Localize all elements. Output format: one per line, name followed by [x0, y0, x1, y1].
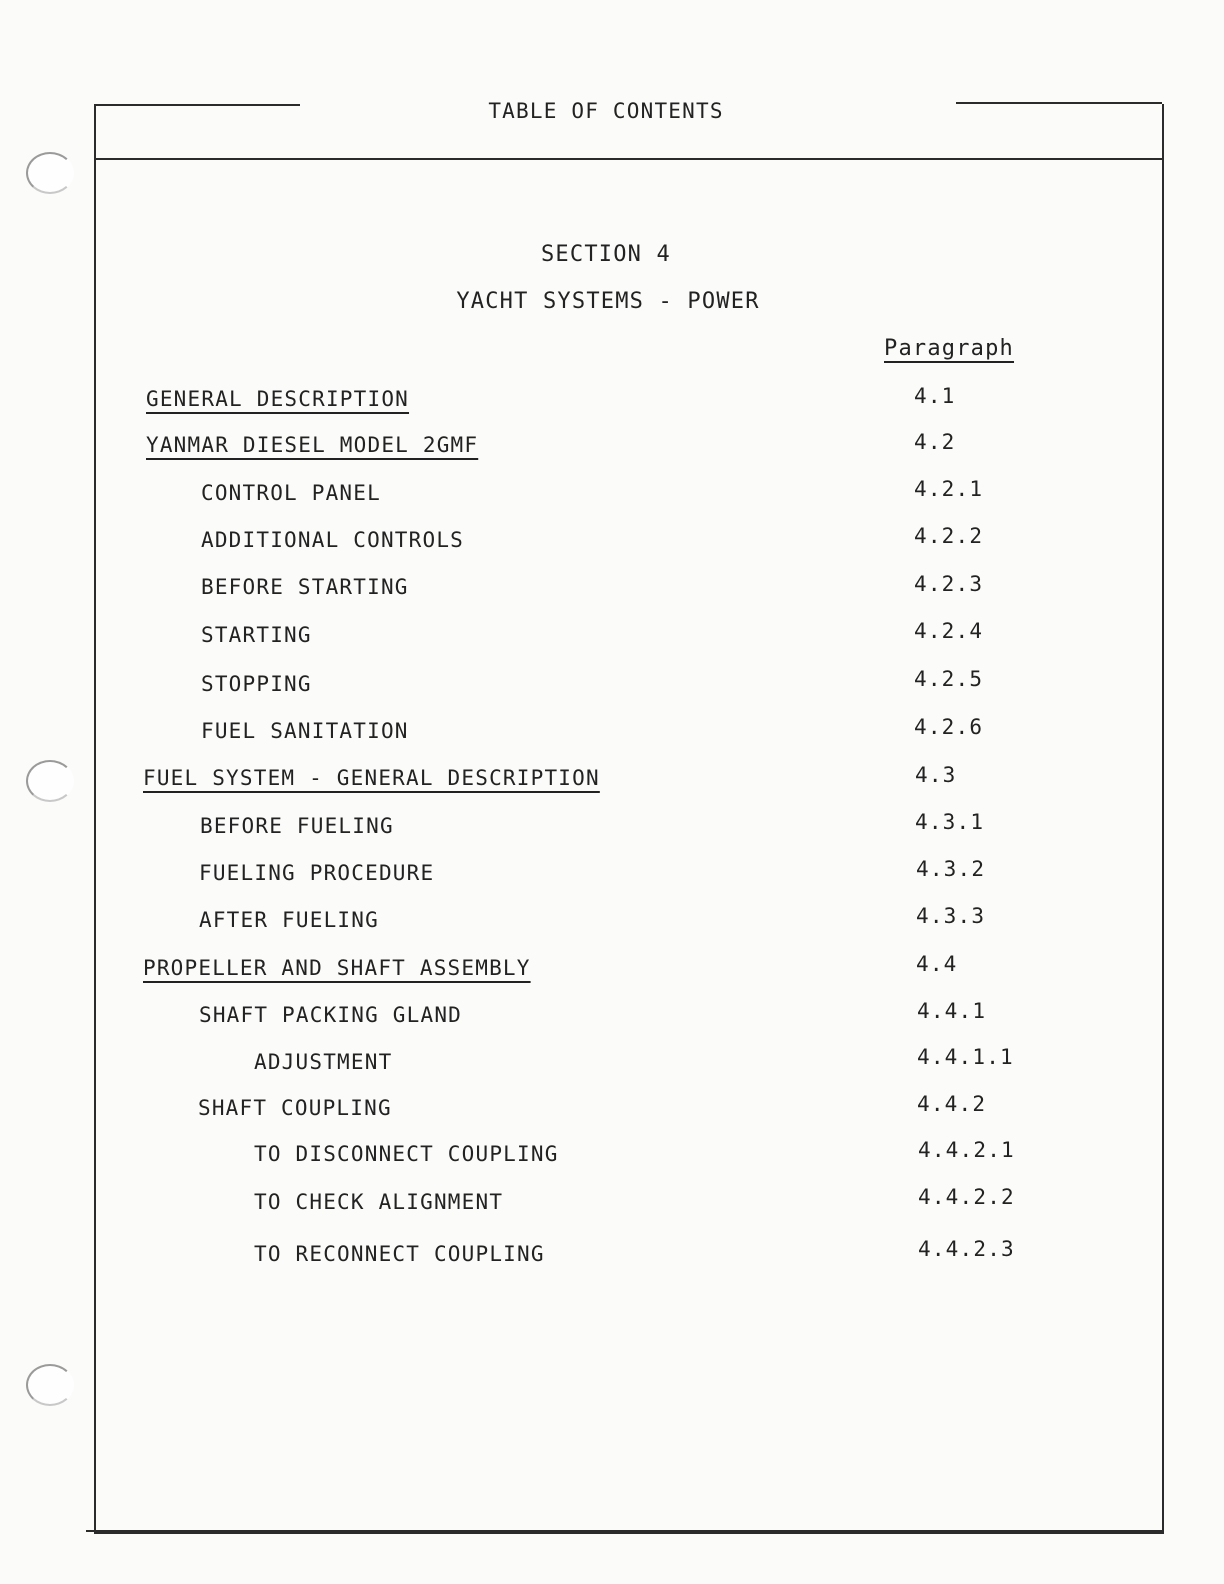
toc-entry-label: FUEL SANITATION [201, 719, 409, 743]
toc-entry-paragraph: 4.3.1 [915, 810, 985, 834]
toc-entry-paragraph: 4.3.3 [916, 904, 986, 928]
toc-entry-label: ADJUSTMENT [254, 1050, 393, 1074]
toc-entry-label: FUELING PROCEDURE [199, 861, 435, 885]
section-title: SECTION 4 [540, 242, 671, 267]
toc-entry-paragraph: 4.3.2 [916, 857, 986, 881]
page-title: TABLE OF CONTENTS [488, 99, 724, 123]
toc-entry-label: TO CHECK ALIGNMENT [254, 1190, 504, 1214]
toc-entry-label: TO DISCONNECT COUPLING [254, 1142, 559, 1166]
toc-entry-label: AFTER FUELING [199, 908, 379, 932]
header-divider [94, 158, 1162, 160]
paragraph-column-header: Paragraph [884, 336, 1015, 361]
toc-entry-paragraph: 4.4.1 [917, 999, 987, 1023]
toc-entry-label: YANMAR DIESEL MODEL 2GMF [146, 433, 479, 457]
toc-entry-paragraph: 4.4 [916, 952, 958, 976]
toc-entry-label: FUEL SYSTEM - GENERAL DESCRIPTION [143, 766, 600, 790]
toc-entry-paragraph: 4.2.2 [914, 524, 984, 548]
toc-entry-paragraph: 4.2.6 [914, 715, 984, 739]
toc-entry-label: ADDITIONAL CONTROLS [201, 528, 465, 552]
toc-entry-paragraph: 4.2.3 [914, 572, 984, 596]
toc-entry-label: STARTING [201, 623, 312, 647]
toc-entry-label: SHAFT PACKING GLAND [199, 1003, 463, 1027]
toc-entry-paragraph: 4.4.2.1 [918, 1138, 1015, 1162]
toc-entry-paragraph: 4.2.4 [914, 619, 984, 643]
toc-entry-paragraph: 4.4.1.1 [917, 1045, 1014, 1069]
toc-entry-paragraph: 4.4.2 [917, 1092, 987, 1116]
toc-entry-paragraph: 4.2 [914, 430, 956, 454]
toc-entry-label: STOPPING [201, 672, 312, 696]
frame-bottom-rule [86, 1530, 1164, 1532]
toc-entry-paragraph: 4.1 [914, 384, 956, 408]
binder-hole [26, 760, 74, 802]
toc-entry-label: BEFORE FUELING [200, 814, 394, 838]
toc-entry-paragraph: 4.2.5 [914, 667, 984, 691]
toc-entry-label: GENERAL DESCRIPTION [146, 387, 410, 411]
toc-entry-label: SHAFT COUPLING [198, 1096, 392, 1120]
toc-entry-label: PROPELLER AND SHAFT ASSEMBLY [143, 956, 531, 980]
toc-entry-paragraph: 4.4.2.3 [918, 1237, 1015, 1261]
binder-hole [26, 1364, 74, 1406]
toc-entry-paragraph: 4.2.1 [914, 477, 984, 501]
toc-entry-label: TO RECONNECT COUPLING [254, 1242, 545, 1266]
toc-entry-paragraph: 4.4.2.2 [918, 1185, 1015, 1209]
section-subtitle: YACHT SYSTEMS - POWER [456, 289, 760, 314]
toc-entry-paragraph: 4.3 [915, 763, 957, 787]
toc-entry-label: CONTROL PANEL [201, 481, 381, 505]
toc-entry-label: BEFORE STARTING [201, 575, 409, 599]
binder-hole [26, 152, 74, 194]
